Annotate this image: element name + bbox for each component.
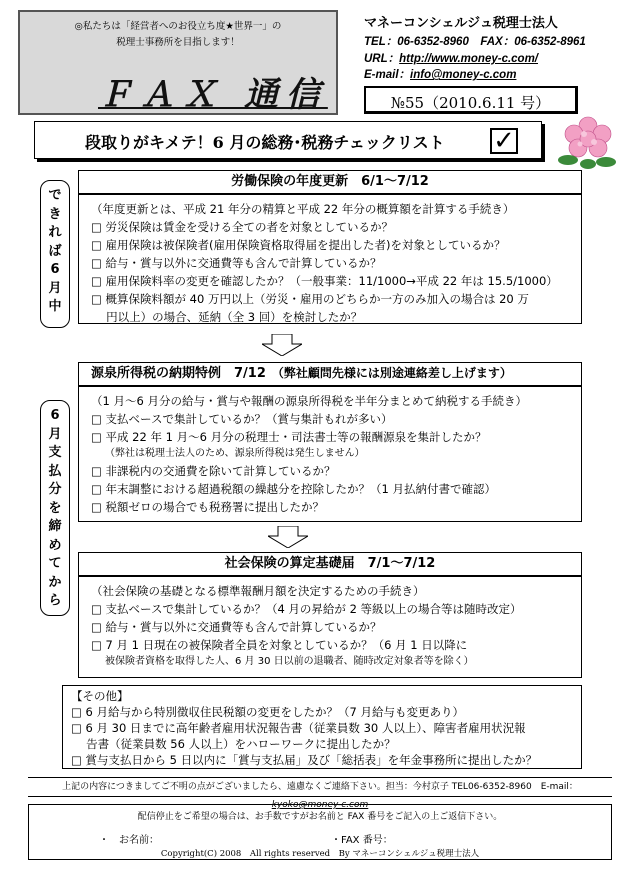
list-item: 告書（従業員数 56 人以上）をハローワークに提出したか？	[71, 737, 396, 751]
checklist-item[interactable]: □ 税額ゼロの場合でも税務署に提出したか？	[91, 500, 325, 514]
checklist-item[interactable]: □ 平成 22 年 1 月～6 月分の税理士・司法書士等の報酬源泉を集計したか？	[91, 430, 487, 444]
email-label: E-mail：	[364, 69, 411, 81]
checklist-item[interactable]: □ 6 月給与から特別徴収住民税額の変更をしたか？（7 月給与も変更あり）	[71, 705, 464, 719]
section-withholding-tax-body	[78, 386, 582, 522]
list-item: （弊社は税理士法人のため、源泉所得税は発生しません）	[105, 448, 365, 459]
checklist-item[interactable]: □ 賞与支払日から 5 日以内に「賞与支払届」及び「総括表」を年金事務所に提出したか？	[71, 753, 538, 767]
checklist-title-box	[34, 121, 542, 159]
checklist-item[interactable]: □ 給与・賞与以外に交通費等も含んで計算しているか？	[91, 256, 382, 270]
list-item: （年度更新とは、平成 21 年分の精算と平成 22 年分の概算額を計算する手続き）	[91, 202, 515, 216]
company-email-line	[364, 66, 516, 82]
checklist-item[interactable]: □ 支払ベースで集計しているか？（賞与集計もれが多い）	[91, 412, 393, 426]
section-withholding-tax-title: 源泉所得税の納期特例 7/12 （弊社顧問先様には別途連絡差し上げます）	[78, 362, 582, 386]
down-arrow-icon	[262, 334, 302, 356]
checklist-item[interactable]: □ 支払ベースで集計しているか？（4 月の昇給が 2 等級以上の場合等は随時改定）	[91, 602, 522, 616]
list-item: 円以上）の場合、延納（全 3 回）を検討したか？	[91, 310, 363, 324]
header-tagline: ◎私たちは「経営者へのお役立ち度★世界一」の	[74, 21, 282, 32]
company-email-link[interactable]: info@money-c.com	[410, 69, 517, 81]
other-items-box	[62, 685, 582, 769]
section-social-insurance-title: 社会保険の算定基礎届 7/1～7/12	[78, 552, 582, 576]
list-item: （1 月～6 月分の給与・賞与や報酬の源泉所得税を半年分まとめて納税する手続き）	[91, 394, 527, 408]
url-label: URL：	[364, 53, 400, 65]
name-field-label[interactable]: ・ お名前：	[99, 835, 159, 846]
checklist-item[interactable]: □ 年末調整における超過税額の繰越分を控除したか？（1 月払納付書で確認）	[91, 482, 496, 496]
checklist-title: 段取りがキメテ！6 月の総務･税務チェックリスト	[85, 133, 445, 152]
footer-reply-form	[28, 804, 612, 860]
list-item: （社会保険の基礎となる標準報酬月額を決定するための手続き）	[91, 584, 425, 598]
company-url-link[interactable]: http://www.money-c.com/	[399, 53, 538, 65]
company-name: マネーコンシェルジュ税理士法人	[364, 16, 558, 31]
checklist-item[interactable]: □ 7 月 1 日現在の被保険者全員を対象としているか？（6 月 1 日以降に	[91, 638, 468, 652]
down-arrow-icon	[268, 526, 308, 548]
issue-number-box	[364, 86, 578, 114]
checklist-item[interactable]: □ 6 月 30 日までに高年齢者雇用状況報告書（従業員数 30 人以上）、障害者雇用状況報	[71, 721, 526, 735]
contact-email-link[interactable]: kyoko@money-c.com	[271, 800, 369, 810]
fax-number-field-label[interactable]: ・FAX 番号：	[331, 835, 393, 846]
side-label-within-june: で き れ ば 6 月 中	[40, 180, 70, 328]
checklist-item[interactable]: □ 給与・賞与以外に交通費等も含んで計算しているか？	[91, 620, 382, 634]
fax-title: ＦＡＸ 通信	[98, 75, 328, 115]
company-tel-fax: TEL：06-6352-8960 FAX：06-6352-8961	[364, 36, 586, 48]
checklist-item[interactable]: □ 非課税内の交通費を除いて計算しているか？	[91, 464, 336, 478]
footer-contact: 上記の内容につきましてご不明の点がございましたら、遠慮なくご連絡下さい。担当：今村京子 TEL06-6352-8960 E-mail：kyoko@money-c.com	[28, 777, 612, 797]
checklist-item[interactable]: □ 概算保険料額が 40 万円以上（労災・雇用のどちらか一方のみ加入の場合は 20 万	[91, 292, 529, 306]
section-labor-insurance-title: 労働保険の年度更新 6/1～7/12	[78, 170, 582, 194]
header-banner	[18, 10, 338, 115]
checkmark-icon: ✓	[490, 128, 518, 154]
flower-icon	[556, 112, 620, 174]
unsubscribe-note: 配信停止をご希望の場合は、お手数ですがお名前と FAX 番号をご記入の上ご返信下さい。	[137, 812, 503, 822]
checklist-item[interactable]: □ 労災保険は賃金を受ける全ての者を対象としているか？	[91, 220, 394, 234]
company-url-line	[364, 50, 538, 66]
checklist-item[interactable]: □ 雇用保険料率の変更を確認したか？（一般事業：11/1000→平成 22 年は 15.5/1000）	[91, 274, 558, 288]
section-social-insurance-body	[78, 576, 582, 678]
checklist-item[interactable]: □ 雇用保険は被保険者(雇用保険資格取得届を提出した者)を対象としているか？	[91, 238, 506, 252]
issue-number: №55（2010.6.11 号）	[390, 94, 551, 112]
copyright: Copyright(C) 2008 All rights reserved By マネーコンシェルジュ税理士法人	[160, 849, 480, 859]
list-item: 被保険者資格を取得した人、6 月 30 日以前の退職者、随時改定対象者等を除く）	[105, 656, 474, 667]
side-label-after-june-payroll: 6 月 支 払 分 を 締 め て か ら	[40, 400, 70, 616]
other-heading: 【その他】	[71, 689, 129, 703]
header-tagline-2: 税理士事務所を目指します！	[116, 37, 240, 48]
section-labor-insurance-body	[78, 194, 582, 324]
